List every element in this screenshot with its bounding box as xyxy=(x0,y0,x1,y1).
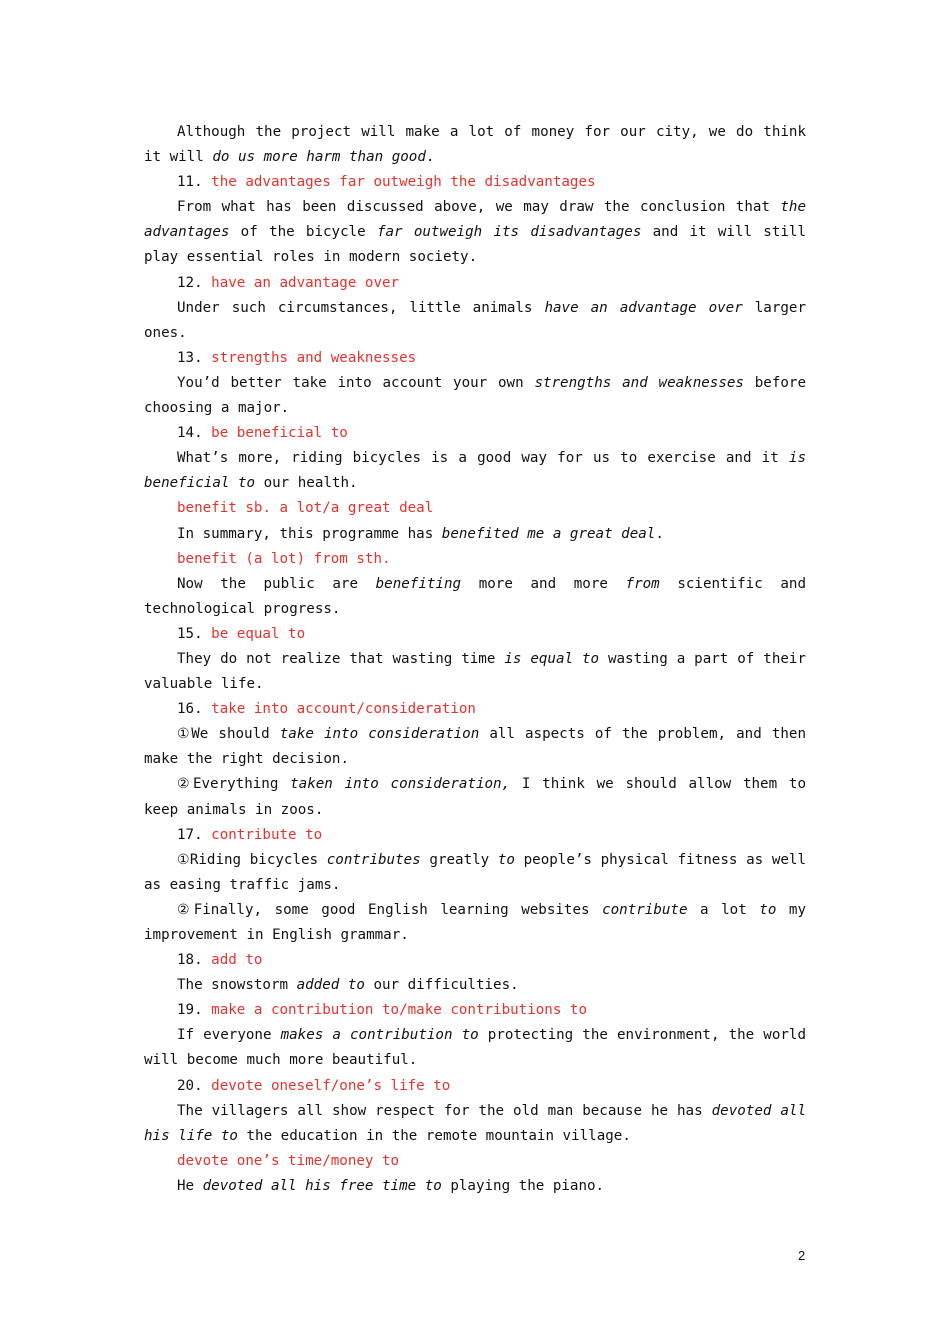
item-number: 11. xyxy=(177,174,203,191)
phrase-text: strengths and weaknesses xyxy=(211,349,417,366)
example-sentence xyxy=(144,973,806,998)
example-sentence xyxy=(144,572,806,622)
highlighted-phrase: to xyxy=(759,901,777,918)
example-sentence xyxy=(144,1174,806,1199)
sentence-text: They do not realize that wasting time xyxy=(177,650,505,667)
example-sentence xyxy=(144,722,806,772)
sentence-text: Although the project will make a lot of money for our city, we do think it will xyxy=(144,124,806,166)
phrase-text: be beneficial to xyxy=(211,425,348,442)
phrase-heading xyxy=(144,948,806,973)
highlighted-phrase: to xyxy=(497,851,515,868)
highlighted-phrase: added to xyxy=(296,977,365,994)
item-number: 15. xyxy=(177,625,203,642)
phrase-text: add to xyxy=(211,952,263,969)
sentence-text: He xyxy=(177,1177,203,1194)
item-number: 14. xyxy=(177,425,203,442)
example-sentence xyxy=(144,1023,806,1073)
sentence-text: The snowstorm xyxy=(177,977,297,994)
phrase-text: benefit sb. a lot/a great deal xyxy=(177,500,434,517)
phrase-text: take into account/consideration xyxy=(211,701,476,718)
sentence-text: of the bicycle xyxy=(229,224,377,241)
phrase-heading xyxy=(144,1149,806,1174)
sentence-text: more and more xyxy=(461,575,626,592)
example-sentence xyxy=(144,120,806,170)
sentence-text: the education in the remote mountain village. xyxy=(237,1127,631,1144)
sentence-text: my improvement in English grammar. xyxy=(144,901,807,943)
sentence-text: greatly xyxy=(420,851,498,868)
highlighted-phrase: the advantages xyxy=(144,199,806,241)
sentence-text: If everyone xyxy=(177,1027,281,1044)
example-sentence xyxy=(144,296,806,346)
sentence-text: before choosing a major. xyxy=(144,374,806,417)
sentence-text: In summary, this programme has xyxy=(177,525,442,542)
phrase-text: the advantages far outweigh the disadvantages xyxy=(211,174,596,191)
sentence-text: our health. xyxy=(255,475,358,492)
highlighted-phrase: from xyxy=(625,575,660,592)
sentence-text: You’d better take into account your own xyxy=(177,374,535,391)
sentence-text: all aspects of the problem, and then make the right decision. xyxy=(144,726,806,768)
sentence-text: Under such circumstances, little animals xyxy=(177,299,545,316)
highlighted-phrase: take into consideration xyxy=(279,726,480,743)
phrase-heading xyxy=(144,823,806,848)
highlighted-phrase: benefited me a great deal xyxy=(441,525,656,542)
phrase-text: contribute to xyxy=(211,826,323,843)
phrase-heading xyxy=(144,547,806,572)
sentence-text: I think we should allow them to keep animals in zoos. xyxy=(144,776,806,818)
highlighted-phrase: taken into consideration, xyxy=(290,776,511,793)
sentence-text: people’s physical fitness as well as easing traffic jams. xyxy=(144,851,806,893)
highlighted-phrase: strengths and weaknesses xyxy=(534,374,744,391)
phrase-heading xyxy=(144,622,806,647)
example-sentence xyxy=(144,195,806,270)
example-sentence xyxy=(144,371,806,421)
phrase-heading xyxy=(144,697,806,722)
highlighted-phrase: makes a contribution to xyxy=(280,1027,479,1044)
sentence-text: ①Riding bicycles xyxy=(177,851,327,868)
phrase-heading xyxy=(144,998,806,1023)
item-number: 17. xyxy=(177,826,203,843)
sentence-text: . xyxy=(655,525,664,542)
highlighted-phrase: contribute xyxy=(602,901,688,918)
item-number: 19. xyxy=(177,1002,203,1019)
highlighted-phrase: devoted all his free time to xyxy=(202,1177,442,1194)
example-sentence xyxy=(144,647,806,697)
highlighted-phrase: is beneficial to xyxy=(144,450,806,492)
example-sentence xyxy=(144,898,806,948)
item-number: 18. xyxy=(177,952,203,969)
highlighted-phrase: contributes xyxy=(326,851,421,868)
example-sentence xyxy=(144,772,806,822)
sentence-text: Now the public are xyxy=(177,575,376,592)
item-number: 12. xyxy=(177,274,203,291)
item-number: 13. xyxy=(177,349,203,366)
sentence-text: . xyxy=(425,149,435,166)
example-sentence xyxy=(144,522,806,547)
example-sentence xyxy=(144,446,806,496)
phrase-heading xyxy=(144,496,806,521)
phrase-text: benefit (a lot) from sth. xyxy=(177,550,391,567)
page-number: 2 xyxy=(798,1248,806,1263)
example-sentence xyxy=(144,1099,806,1149)
sentence-text: wasting a part of their valuable life. xyxy=(144,650,806,693)
sentence-text: From what has been discussed above, we may draw the conclusion that xyxy=(177,199,781,216)
sentence-text: scientific and technological progress. xyxy=(144,575,806,617)
phrase-text: have an advantage over xyxy=(211,274,400,291)
item-number: 16. xyxy=(177,701,203,718)
highlighted-phrase: benefiting xyxy=(375,575,462,592)
sentence-text: ②Everything xyxy=(177,776,291,793)
sentence-text: playing the piano. xyxy=(441,1177,605,1194)
sentence-text: ①We should xyxy=(177,726,280,743)
sentence-text: The villagers all show respect for the old man because he has xyxy=(177,1102,712,1119)
sentence-text: a lot xyxy=(687,901,760,918)
sentence-text: What’s more, riding bicycles is a good way for us to exercise and it xyxy=(177,450,789,467)
phrase-text: make a contribution to/make contributions to xyxy=(211,1002,588,1019)
item-number: 20. xyxy=(177,1077,203,1094)
document-body xyxy=(144,120,806,1199)
highlighted-phrase: have an advantage over xyxy=(544,299,743,316)
example-sentence xyxy=(144,848,806,898)
phrase-text: be equal to xyxy=(211,625,306,642)
phrase-text: devote one’s time/money to xyxy=(177,1152,400,1169)
sentence-text: protecting the environment, the world will become much more beautiful. xyxy=(144,1027,806,1069)
phrase-heading xyxy=(144,346,806,371)
highlighted-phrase: do us more harm than good xyxy=(212,149,426,166)
highlighted-phrase: far outweigh its disadvantages xyxy=(376,224,642,241)
phrase-heading xyxy=(144,421,806,446)
sentence-text: and it will still play essential roles in modern society. xyxy=(144,224,806,266)
phrase-heading xyxy=(144,170,806,195)
phrase-heading xyxy=(144,271,806,296)
sentence-text: larger ones. xyxy=(144,299,806,341)
highlighted-phrase: is equal to xyxy=(504,650,600,667)
highlighted-phrase: devoted all his life to xyxy=(144,1102,806,1144)
sentence-text: ②Finally, some good English learning websites xyxy=(177,901,603,918)
phrase-text: devote oneself/one’s life to xyxy=(211,1077,451,1094)
phrase-heading xyxy=(144,1074,806,1099)
sentence-text: our difficulties. xyxy=(364,977,519,994)
